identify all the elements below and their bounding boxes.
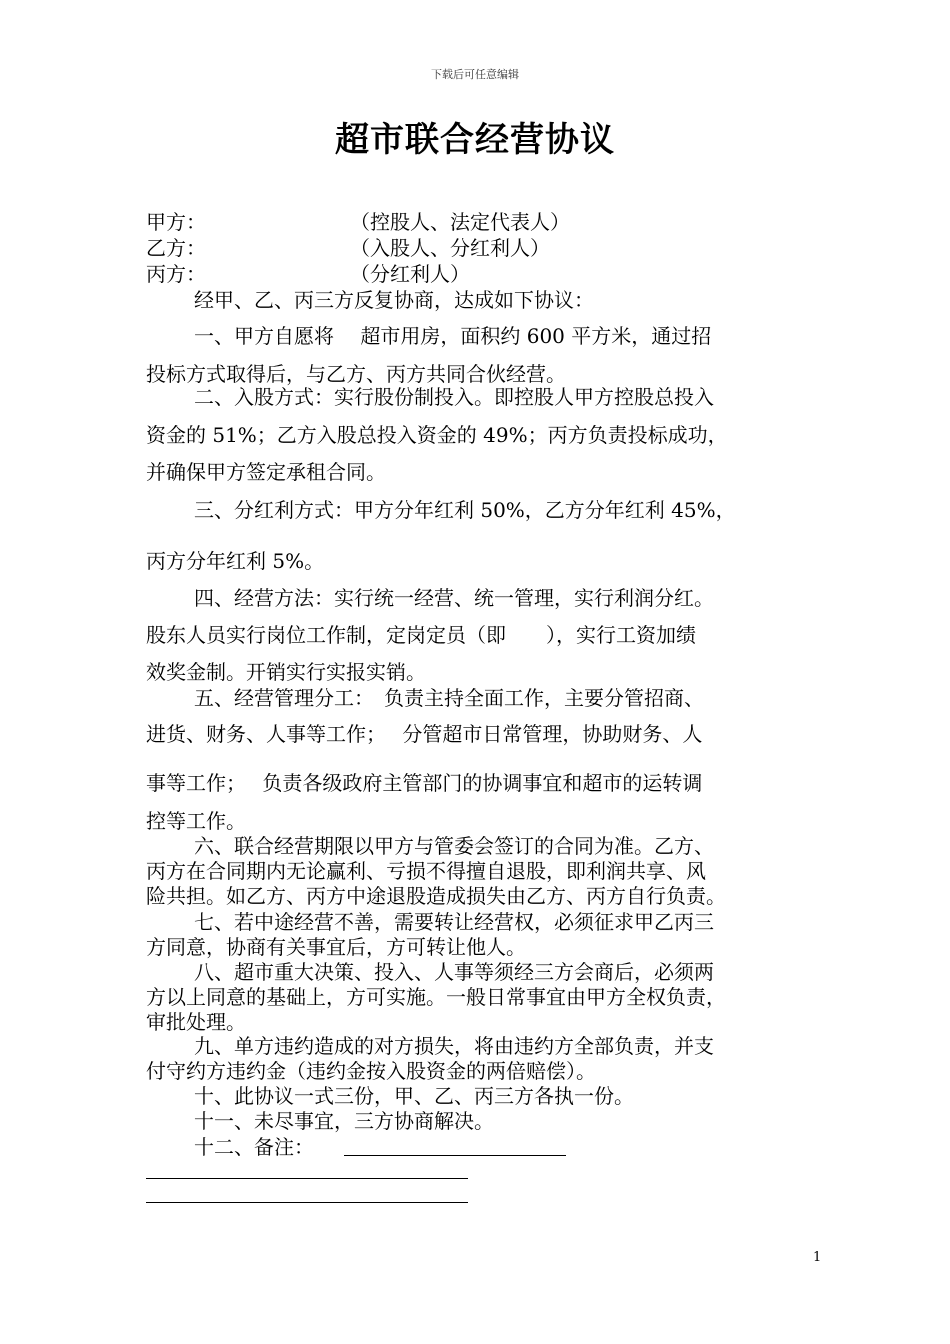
clause-6-line-1: 六、联合经营期限以甲方与管委会签订的合同为准。乙方、 (194, 834, 714, 858)
remarks-blank-line-3 (146, 1202, 468, 1203)
intro-line: 经甲、乙、丙三方反复协商，达成如下协议： (194, 288, 594, 312)
party-b-label: 乙方： (146, 236, 206, 260)
clause-8-line-3: 审批处理。 (146, 1010, 246, 1034)
party-a-label: 甲方： (146, 210, 206, 234)
page-number: 1 (813, 1250, 822, 1265)
clause-9-line-1: 九、单方违约造成的对方损失，将由违约方全部负责，并支 (194, 1034, 714, 1058)
clause-2-line-1: 二、入股方式：实行股份制投入。即控股人甲方控股总投入 (194, 385, 714, 409)
clause-8-line-1: 八、超市重大决策、投入、人事等须经三方会商后，必须两 (194, 960, 714, 984)
clause-5-line-3: 事等工作； 负责各级政府主管部门的协调事宜和超市的运转调 (146, 771, 703, 795)
clause-3-line-2: 丙方分年红利 5%。 (146, 549, 325, 573)
clause-10-line: 十、此协议一式三份，甲、乙、丙三方各执一份。 (194, 1084, 634, 1108)
clause-6-line-3: 险共担。如乙方、丙方中途退股造成损失由乙方、丙方自行负责。 (146, 884, 726, 908)
clause-6-line-2: 丙方在合同期内无论赢利、亏损不得擅自退股，即利润共享、风 (146, 859, 706, 883)
clause-8-line-2: 方以上同意的基础上，方可实施。一般日常事宜由甲方全权负责， (146, 985, 726, 1009)
party-c-role: （分红利人） (350, 262, 470, 286)
clause-7-line-1: 七、若中途经营不善，需要转让经营权，必须征求甲乙丙三 (194, 910, 714, 934)
clause-4-line-1: 四、经营方法：实行统一经营、统一管理，实行利润分红。 (194, 586, 714, 610)
remarks-blank-line (344, 1155, 566, 1156)
remarks-blank-line-2 (146, 1178, 468, 1179)
clause-3-line-1: 三、分红利方式：甲方分年红利 50%，乙方分年红利 45%， (194, 498, 736, 522)
clause-1-line-1: 一、甲方自愿将 超市用房，面积约 600 平方米，通过招 (194, 324, 712, 348)
clause-12-line: 十二、备注： (194, 1135, 314, 1159)
party-b-role: （入股人、分红利人） (350, 236, 550, 260)
clause-9-line-2: 付守约方违约金（违约金按入股资金的两倍赔偿）。 (146, 1059, 596, 1083)
document-title: 超市联合经营协议 (335, 120, 615, 160)
clause-5-line-2: 进货、财务、人事等工作； 分管超市日常管理，协助财务、人 (146, 722, 703, 746)
clause-1-line-2: 投标方式取得后，与乙方、丙方共同合伙经营。 (146, 362, 566, 386)
party-a-role: （控股人、法定代表人） (350, 210, 570, 234)
header-note: 下载后可任意编辑 (431, 68, 519, 81)
clause-4-line-3: 效奖金制。开销实行实报实销。 (146, 660, 426, 684)
party-a (146, 209, 570, 235)
clause-4-line-2: 股东人员实行岗位工作制，定岗定员（即 ），实行工资加绩 (146, 623, 696, 647)
clause-7-line-2: 方同意，协商有关事宜后，方可转让他人。 (146, 935, 526, 959)
clause-5-line-4: 控等工作。 (146, 809, 246, 833)
clause-2-line-2: 资金的 51%；乙方入股总投入资金的 49%；丙方负责投标成功， (146, 423, 728, 447)
party-c-label: 丙方： (146, 262, 206, 286)
clause-2-line-3: 并确保甲方签定承租合同。 (146, 460, 386, 484)
party-c (146, 261, 470, 287)
clause-11-line: 十一、未尽事宜，三方协商解决。 (194, 1109, 494, 1133)
party-b (146, 235, 550, 261)
clause-5-line-1: 五、经营管理分工： 负责主持全面工作，主要分管招商、 (194, 686, 704, 710)
